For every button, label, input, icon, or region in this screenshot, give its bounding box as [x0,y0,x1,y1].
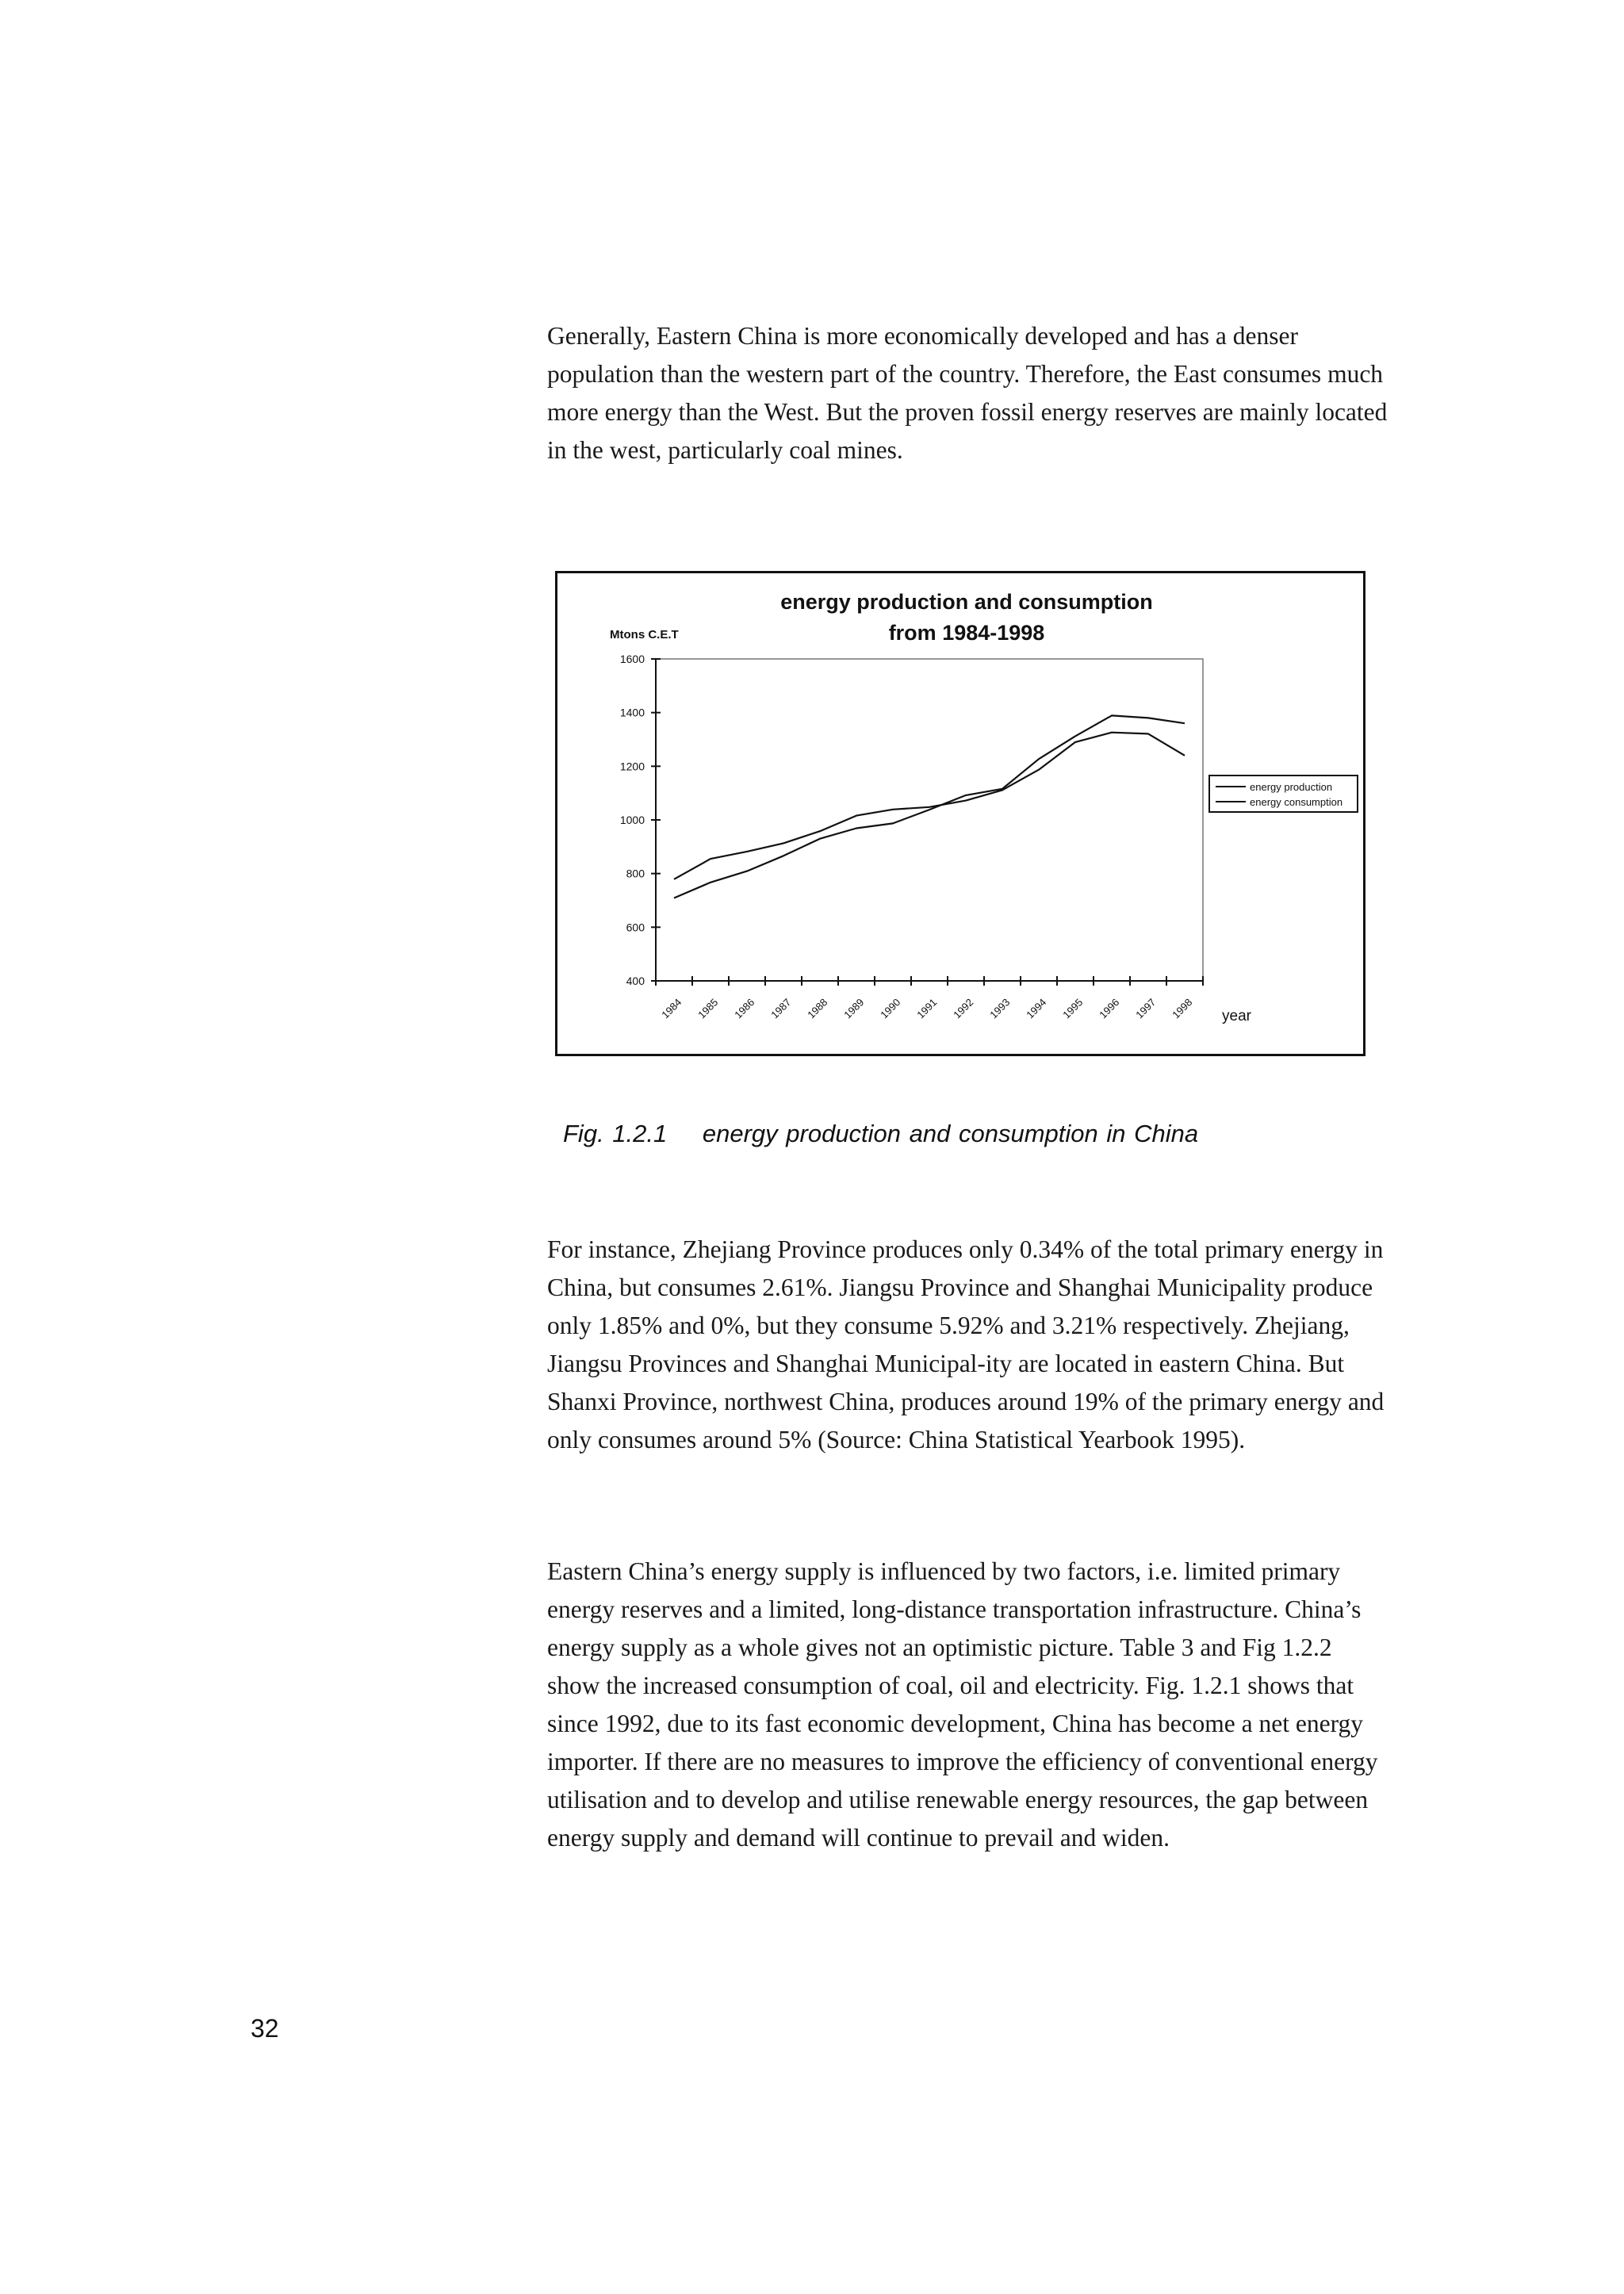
figure-number: Fig. 1.2.1 [563,1120,668,1147]
y-tick-label: 800 [626,867,645,880]
legend-label-production: energy production [1250,781,1333,793]
x-tick-label: 1993 [987,996,1013,1021]
figure-caption-text: energy production and consumption in China [702,1120,1199,1147]
x-tick-label: 1985 [695,996,721,1021]
y-tick-label: 1200 [619,760,645,773]
x-axis-label: year [1222,1008,1251,1024]
figure-caption [563,1120,1198,1148]
y-tick-label: 1000 [619,814,645,826]
y-tick-label: 400 [626,975,645,987]
y-tick-label: 600 [626,921,645,934]
x-tick-label: 1986 [732,996,757,1021]
legend [1209,776,1358,812]
x-tick-label: 1996 [1097,996,1122,1021]
paragraph-supply: Eastern China’s energy supply is influenced by two factors, i.e. limited primary energy reserves and a limited, long-distance transportation infrastructure. China’s energy supply as a whole gives not an optimistic picture. Table 3 and Fig 1.2.2 show the increased consumption of coal, oil and electricity. Fig. 1.2.1 shows that since 1992, due to its fast economic development, China has become a net energy importer. If there are no measures to improve the efficiency of conventional energy utilisation and to develop and utilise renewable energy resources, the gap between energy supply and demand will continue to prevail and widen. [547,1557,1378,1852]
y-tick-label: 1400 [619,706,645,719]
paragraph-provinces: For instance, Zhejiang Province produces only 0.34% of the total primary energy in China, but consumes 2.61%. Jiangsu Province and Shanghai Municipality produce only 1.85% and 0%, but they consume 5.92% and 3.21% respectively. Zhejiang, Jiangsu Provinces and Shanghai Municipal-ity are located in eastern China. But Shanxi Province, northwest China, produces around 19% of the primary energy and only consumes around 5% (Source: China Statistical Yearbook 1995). [547,1235,1385,1453]
x-tick-label: 1997 [1133,996,1159,1021]
energy-chart-svg [557,573,1363,1054]
x-tick-label: 1994 [1024,996,1049,1021]
x-tick-label: 1995 [1060,996,1086,1021]
plot-area [656,659,1203,981]
x-tick-label: 1989 [841,996,867,1021]
x-tick-label: 1991 [914,996,940,1021]
x-tick-label: 1990 [878,996,903,1021]
y-axis-label: Mtons C.E.T [610,628,679,641]
legend-label-consumption: energy consumption [1250,796,1343,808]
x-tick-label: 1988 [805,996,830,1021]
chart-subtitle: from 1984-1998 [888,621,1045,645]
x-tick-label: 1992 [951,996,976,1021]
page-number: 32 [251,2014,279,2043]
y-tick-label: 1600 [619,653,645,665]
x-tick-label: 1998 [1170,996,1195,1021]
chart-title: energy production and consumption [780,590,1153,614]
x-tick-label: 1987 [768,996,794,1021]
series-line-energy-production [674,733,1185,879]
paragraph-intro: Generally, Eastern China is more economically developed and has a denser population than the western part of the country. Therefore, the East consumes much more energy than the West. But the proven fossil energy reserves are mainly located in the west, particularly coal mines. [547,322,1388,464]
energy-chart [555,571,1365,1056]
x-tick-label: 1984 [659,996,684,1021]
